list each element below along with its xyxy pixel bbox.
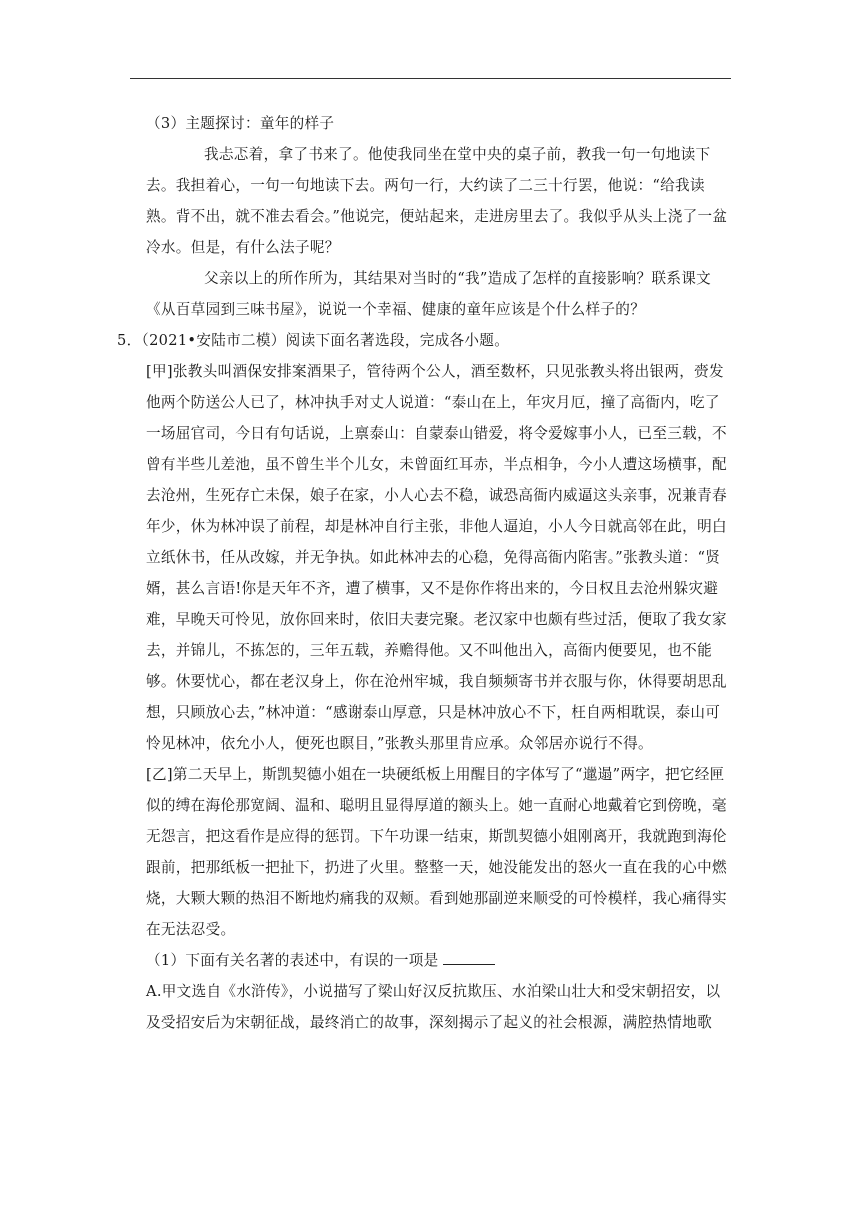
header-rule bbox=[130, 78, 731, 79]
question-5-header: 5．（2021•安陆市二模）阅读下面名著选段，完成各小题。 bbox=[117, 332, 510, 349]
passage-jia: [甲]张教头叫酒保安排案酒果子，管待两个公人，酒至数杯，只见张教头将出银两，赍发他两个防送公人已了，林冲执手对丈人说道：“泰山在上，年灾月厄，撞了高衙内，吃了一场屈官司，今日有句话说，上禀泰山：自蒙泰山错爱，将令爱嫁事小人，已至三载，不曾有半些儿差池，虽不曾生半个儿女，未曾面红耳赤，半点相争，今小人遭这场横事，配去沧州，生死存亡未保，娘子在家，小人心去不稳，诚恐高衙内威逼这头亲事，况兼青春年少，休为林冲误了前程，却是林冲自行主张，非他人逼迫，小人今日就高邻在此，明白立纸休书，任从改嫁，并无争执。如此林冲去的心稳，免得高衙内陷害。”张教头道：“贤婿，甚么言语!你是天年不齐，遭了横事，又不是你作将出来的，今日权且去沧州躲灾避难，早晚天可怜见，放你回来时，依旧夫妻完聚。老汉家中也颇有些过活，便取了我女家去，并锦儿，不拣怎的，三年五载，养赡得他。又不叫他出入，高衙内便要见，也不能够。休要忧心，都在老汉身上，你在沧州牢城，我自频频寄书并衣服与你，休得要胡思乱想，只顾放心去，”林冲道：“感谢泰山厚意，只是林冲放心不下，枉自两相耽误，泰山可怜见林冲，依允小人，便死也瞑目，”张教头那里肯应承。众邻居亦说行不得。 bbox=[146, 363, 727, 752]
option-a: A.甲文选自《水浒传》，小说描写了梁山好汉反抗欺压、水泊梁山壮大和受宋朝招安，以及受招安后为宋朝征战，最终消亡的故事，深刻揭示了起义的社会根源，满腔热情地歌 bbox=[146, 983, 721, 1031]
section-3-question: 父亲以上的所作所为，其结果对当时的“我”造成了怎样的直接影响？联系课文《从百草园到三味书屋》，说说一个幸福、健康的童年应该是个什么样子的？ bbox=[146, 270, 712, 318]
sub-question-1 bbox=[146, 945, 732, 976]
passage-yi: [乙]第二天早上，斯凯契德小姐在一块硬纸板上用醒目的字体写了“邋遢”两字，把它经匣似的缚在海伦那宽阔、温和、聪明且显得厚道的额头上。她一直耐心地戴着它到傍晚，毫无怨言，把这看作是应得的惩罚。下午功课一结束，斯凯契德小姐刚离开，我就跑到海伦跟前，把那纸板一把扯下，扔进了火里。整整一天，她没能发出的怒火一直在我的心中燃烧，大颗大颗的热泪不断地灼痛我的双颊。看到她那副逆来顺受的可怜模样，我心痛得实在无法忍受。 bbox=[146, 766, 727, 938]
section-3-title: （3）主题探讨：童年的样子 bbox=[146, 115, 335, 132]
section-3-passage: 我忐忑着，拿了书来了。他使我同坐在堂中央的桌子前，教我一句一句地读下去。我担着心，一句一句地读下去。两句一行，大约读了二三十行罢，他说：“给我读熟。背不出，就不准去看会。”他说完，便站起来，走进房里去了。我似乎从头上浇了一盆冷水。但是，有什么法子呢？ bbox=[146, 146, 728, 256]
document-body bbox=[117, 108, 732, 1038]
answer-blank[interactable] bbox=[443, 950, 495, 965]
sub-question-1-text: （1）下面有关名著的表述中，有误的一项是 bbox=[146, 952, 439, 969]
